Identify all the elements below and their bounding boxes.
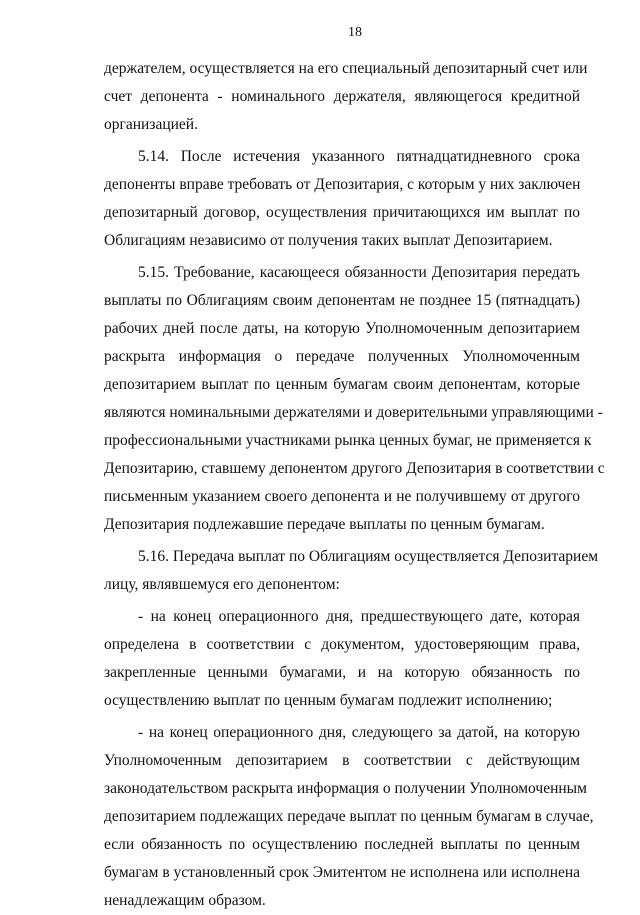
text-line: счет депонента - номинального держателя, являющегося кредитной	[104, 88, 580, 105]
paragraph	[104, 259, 605, 539]
text-line: депозитарный договор, осуществления причитающихся им выплат по	[104, 204, 580, 221]
text-line: Депозитария подлежавшие передаче выплаты по ценным бумагам.	[104, 516, 545, 533]
text-line: лицу, являвшемуся его депонентом:	[104, 576, 340, 593]
page-number: 18	[348, 25, 362, 40]
text-line: организацией.	[104, 116, 198, 133]
text-line: законодательством раскрыта информация о получении Уполномоченным	[104, 780, 587, 797]
text-line: Депозитарию, ставшему депонентом другого Депозитария в соответствии с	[104, 460, 605, 477]
text-line: - на конец операционного дня, предшествующего дате, которая	[138, 608, 580, 625]
text-line: депозитарием подлежащих передаче выплат по ценным бумагам в случае,	[104, 808, 594, 825]
paragraph	[104, 143, 580, 255]
text-line: Уполномоченным депозитарием в соответствии с действующим	[104, 752, 580, 769]
text-line: рабочих дней после даты, на которую Уполномоченным депозитарием	[104, 320, 580, 337]
text-line: 5.15. Требование, касающееся обязанности Депозитария передать	[138, 264, 580, 281]
text-line: осуществлению выплат по ценным бумагам подлежит исполнению;	[104, 692, 553, 709]
text-line: держателем, осуществляется на его специальный депозитарный счет или	[104, 60, 588, 77]
paragraph	[104, 719, 594, 915]
text-line: выплаты по Облигациям своим депонентам не позднее 15 (пятнадцать)	[104, 292, 580, 309]
text-line: профессиональными участниками рынка ценных бумаг, не применяется к	[104, 432, 592, 449]
text-line: - на конец операционного дня, следующего за датой, на которую	[138, 724, 580, 741]
text-line: если обязанность по осуществлению последней выплаты по ценным	[104, 836, 580, 853]
body-text	[104, 55, 605, 915]
text-line: письменным указанием своего депонента и не получившему от другого	[104, 488, 580, 505]
text-line: депозитарием выплат по ценным бумагам своим депонентам, которые	[104, 376, 580, 393]
paragraph	[104, 55, 588, 139]
paragraph	[104, 543, 599, 599]
text-line: 5.16. Передача выплат по Облигациям осуществляется Депозитарием	[138, 548, 599, 565]
text-line: Облигациям независимо от получения таких выплат Депозитарием.	[104, 232, 553, 249]
text-line: являются номинальными держателями и доверительными управляющими -	[104, 404, 603, 421]
text-line: определена в соответствии с документом, удостоверяющим права,	[104, 636, 580, 653]
text-line: закрепленные ценными бумагами, и на которую обязанность по	[104, 664, 580, 681]
text-line: раскрыта информация о передаче полученных Уполномоченным	[104, 348, 580, 365]
text-line: бумагам в установленный срок Эмитентом не исполнена или исполнена	[104, 864, 581, 881]
text-line: ненадлежащим образом.	[104, 892, 266, 909]
paragraph	[104, 603, 580, 715]
text-line: 5.14. После истечения указанного пятнадцатидневного срока	[138, 148, 580, 165]
text-line: депоненты вправе требовать от Депозитария, с которым у них заключен	[104, 176, 581, 193]
